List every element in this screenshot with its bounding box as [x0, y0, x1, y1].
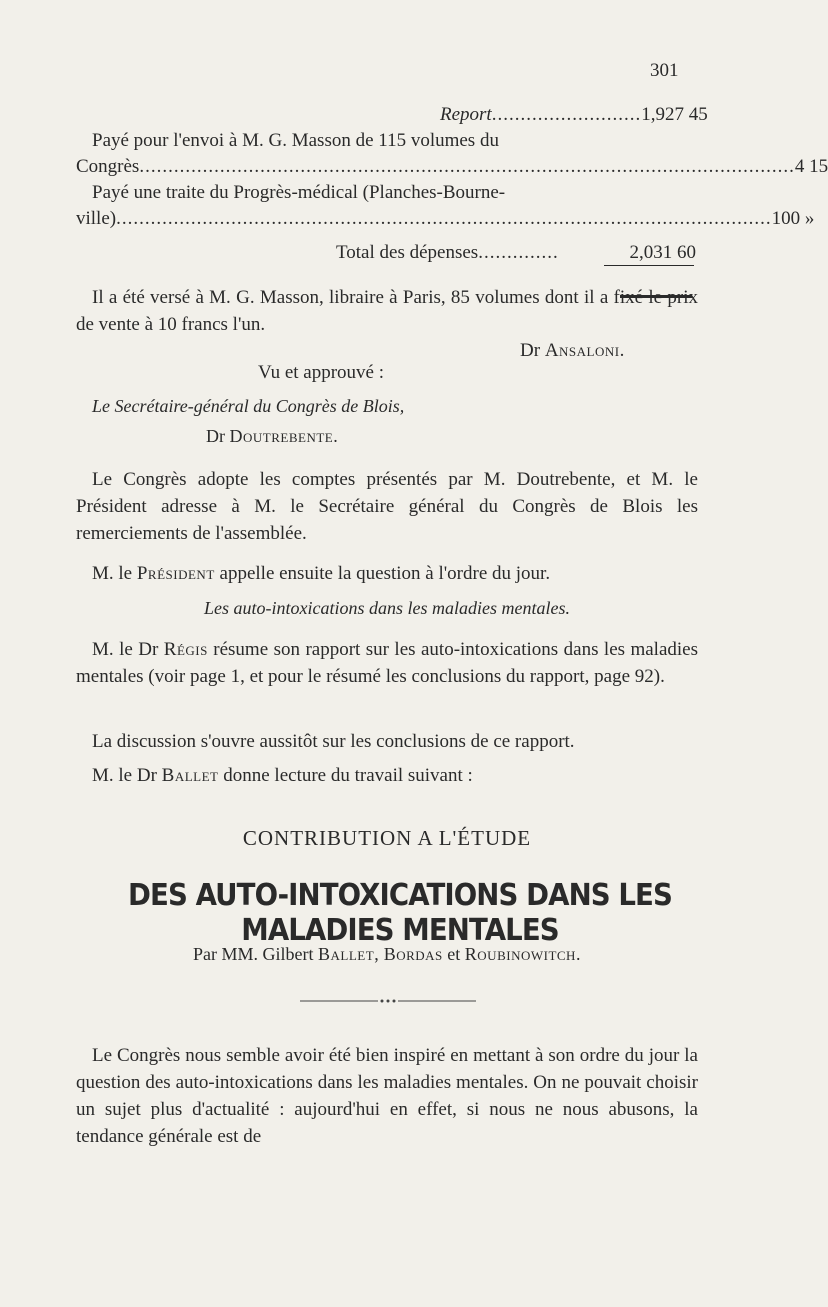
report-label: Report [440, 104, 492, 125]
signature-doutrebente: Dr Doutrebente. [206, 426, 339, 446]
topic-title: Les auto-intoxications dans les maladies mentales. [204, 598, 570, 618]
item1-row [76, 154, 828, 180]
approval-line: Vu et approuvé : [258, 362, 385, 383]
heading-main-title: DES AUTO-INTOXICATIONS DANS LES MALADIES MENTALES [128, 878, 672, 948]
total-amount: 2,031 60 [629, 242, 696, 263]
paragraph-accounts-adopted: Le Congrès adopte les comptes présentés par M. Doutrebente, et M. le Président adresse à M. le Secrétaire général du Congrès de Blois les remerciements de l'assemblée. [76, 469, 698, 544]
page-number: 301 [650, 60, 679, 81]
paragraph-ballet: M. le Dr Ballet donne lecture du travail suivant : [92, 765, 473, 786]
paragraph-intro: Le Congrès nous semble avoir été bien inspiré en mettant à son ordre du jour la question des auto-intoxications dans les maladies mentales. On ne pouvait choisir un sujet plus d'actualité : aujourd'hui en effet, si nous ne nous abusons, la tendance générale est de [76, 1045, 698, 1147]
authors-line: Par MM. Gilbert Ballet, Bordas et Roubinowitch. [193, 944, 581, 964]
secretary-title: Le Secrétaire-général du Congrès de Blois, [92, 396, 405, 416]
item2-row [76, 206, 815, 232]
item1-label: Congrès [76, 156, 140, 177]
leader-dots: .............. [478, 242, 559, 263]
item1-line1: Payé pour l'envoi à M. G. Masson de 115 volumes du [92, 130, 499, 151]
leader-dots: .................................................................................................................. [139, 156, 795, 177]
heading-contribution: CONTRIBUTION A L'ÉTUDE [242, 826, 532, 850]
item2-label: ville) [76, 208, 117, 229]
report-row [76, 102, 708, 128]
masson-note: Il a été versé à M. G. Masson, libraire à Paris, 85 volumes dont il a fixé le prix de vente à 10 francs l'un. [76, 287, 698, 335]
item2-line1: Payé une traite du Progrès-médical (Planches-Bourne- [92, 182, 506, 203]
item1-amount: 4 15 [794, 156, 828, 177]
total-label: Total des dépenses [336, 242, 479, 263]
report-amount: 1,927 45 [641, 104, 708, 125]
total-row [76, 240, 696, 266]
leader-dots: .......................... [491, 104, 642, 125]
paragraph-order-of-day: M. le Président appelle ensuite la question à l'ordre du jour. [92, 563, 551, 584]
item2-amount: 100 » [771, 208, 815, 229]
leader-dots: .................................................................................................................. [116, 208, 772, 229]
paragraph-regis: M. le Dr Régis résume son rapport sur les auto-intoxications dans les maladies mentales (voir page 1, et pour le résumé les conclusions du rapport, page 92). [76, 639, 698, 687]
signature-ansaloni: Dr Ansaloni. [520, 340, 625, 361]
paragraph-discussion: La discussion s'ouvre aussitôt sur les conclusions de ce rapport. [92, 731, 575, 752]
ornament-divider [300, 995, 476, 1007]
